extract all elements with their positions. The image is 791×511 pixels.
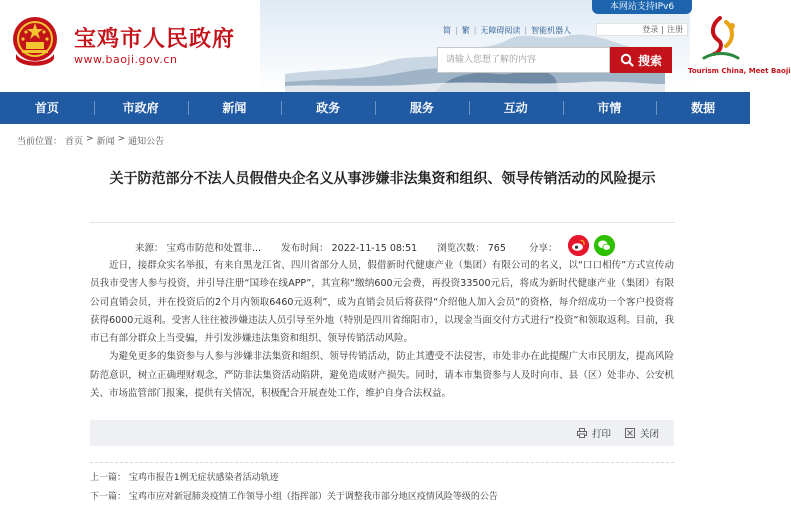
national-emblem-icon bbox=[10, 14, 60, 68]
article-body bbox=[90, 257, 674, 403]
search-button[interactable] bbox=[610, 47, 672, 73]
article-paragraph: 近日，接群众实名举报，有来自黑龙江省、四川省部分人员，假借新时代健康产业（集团）有限公司的名义，以“口口相传”方式宣传动员我市受害人参与投资，并引导注册“国珍在线APP”，其宣称“缴纳600元会费，再投资33500元后，将成为新时代健康产业（集团）有限公司直销会员，并在投资后的2个月内领取6460元返利”，成为直销会员后将获得“介绍他人加入会员”的资格，每介绍成功一个客户投资将获得6000元返利。受害人往往被涉嫌违法人员引导至外地（特别是四川省绵阳市），以现金当面交付方式进行“投资”和领取返利。目前，我市已有部分群众上当受骗，并引发涉嫌违法集资和组织、领导传销活动风险。 bbox=[90, 260, 674, 345]
site-header bbox=[0, 0, 791, 92]
breadcrumb-separator: > bbox=[86, 134, 94, 144]
accessibility-link[interactable]: 无障碍阅读 bbox=[480, 26, 521, 35]
article-meta bbox=[135, 240, 506, 254]
article-source: 来源： 宝鸡市防范和处置非... bbox=[135, 243, 262, 254]
traditional-chinese-link[interactable]: 繁 bbox=[461, 26, 470, 35]
next-article-link[interactable]: 宝鸡市应对新冠肺炎疫情工作领导小组（指挥部）关于调整我市部分地区疫情风险等级的公告 bbox=[128, 492, 498, 502]
divider: | bbox=[455, 26, 458, 35]
weibo-share-icon[interactable] bbox=[568, 235, 589, 256]
site-title[interactable]: 宝鸡市人民政府 bbox=[74, 27, 236, 52]
previous-label: 上一篇： bbox=[90, 473, 127, 483]
divider: | bbox=[473, 26, 477, 35]
main-nav bbox=[0, 92, 750, 124]
nav-item-home[interactable]: 首页 bbox=[34, 101, 59, 115]
previous-article bbox=[90, 470, 279, 483]
breadcrumb-news[interactable]: 新闻 bbox=[96, 137, 115, 147]
nav-item-affairs[interactable]: 政务 bbox=[281, 92, 375, 124]
next-label: 下一篇： bbox=[90, 492, 127, 502]
close-button[interactable] bbox=[625, 420, 659, 446]
share-label: 分享： bbox=[529, 243, 558, 254]
print-button[interactable] bbox=[577, 420, 611, 446]
breadcrumb-home[interactable]: 首页 bbox=[65, 137, 84, 147]
breadcrumb-notices[interactable]: 通知公告 bbox=[128, 137, 165, 147]
site-url: www.baoji.gov.cn bbox=[74, 53, 178, 66]
nav-item-news[interactable]: 新闻 bbox=[188, 92, 282, 124]
nav-item-services[interactable]: 服务 bbox=[375, 92, 469, 124]
breadcrumb bbox=[17, 134, 164, 147]
nav-item-data[interactable]: 数据 bbox=[656, 92, 750, 124]
print-label: 打印 bbox=[592, 429, 612, 440]
divider: | bbox=[661, 25, 664, 34]
prev-next-divider bbox=[90, 462, 674, 463]
close-icon bbox=[625, 428, 635, 438]
article-views: 浏览次数： 765 bbox=[437, 243, 506, 254]
article-tools-bar bbox=[90, 420, 674, 446]
search-input[interactable]: 请输入您想了解的内容 bbox=[437, 47, 610, 73]
search-button-label: 搜索 bbox=[637, 53, 662, 68]
register-link[interactable]: 注册 bbox=[667, 25, 683, 34]
breadcrumb-label: 当前位置： bbox=[17, 137, 63, 147]
divider: | bbox=[524, 26, 528, 35]
article-title: 关于防范部分不法人员假借央企名义从事涉嫌非法集资和组织、领导传销活动的风险提示 bbox=[109, 171, 656, 187]
top-links bbox=[443, 25, 571, 36]
search-icon bbox=[620, 53, 634, 67]
print-icon bbox=[577, 428, 587, 438]
close-label: 关闭 bbox=[640, 429, 660, 440]
previous-article-link[interactable]: 宝鸡市报告1例无症状感染者活动轨迹 bbox=[128, 473, 279, 483]
smart-robot-link[interactable]: 智能机器人 bbox=[531, 26, 572, 35]
login-box bbox=[596, 23, 688, 36]
nav-item-interaction[interactable]: 互动 bbox=[469, 92, 563, 124]
tourism-logo-text: Tourism China, Meet Baoji bbox=[688, 67, 791, 75]
wechat-share-icon[interactable] bbox=[594, 235, 615, 256]
simplified-chinese-link[interactable]: 简 bbox=[443, 26, 451, 35]
next-article bbox=[90, 489, 498, 502]
title-divider bbox=[90, 222, 675, 223]
ipv6-badge: 本网站支持IPv6 bbox=[592, 0, 692, 14]
article-published: 发布时间： 2022-11-15 08:51 bbox=[281, 243, 418, 254]
breadcrumb-separator: > bbox=[117, 134, 126, 144]
article-paragraph: 为避免更多的集资参与人参与涉嫌非法集资和组织、领导传销活动，防止其遭受不法侵害，市处非办在此提醒广大市民朋友，提高风险防范意识，树立正确理财观念，严防非法集资活动陷阱，避免造成财产损失。同时，请本市集资参与人及时向市、县（区）处非办、公安机关、市场监管部门报案，提供有关情况，积极配合开展查处工作，维护自身合法权益。 bbox=[90, 351, 674, 400]
nav-item-city-info[interactable]: 市情 bbox=[563, 92, 657, 124]
nav-item-government[interactable]: 市政府 bbox=[94, 92, 188, 124]
login-link[interactable]: 登录 bbox=[642, 25, 659, 34]
